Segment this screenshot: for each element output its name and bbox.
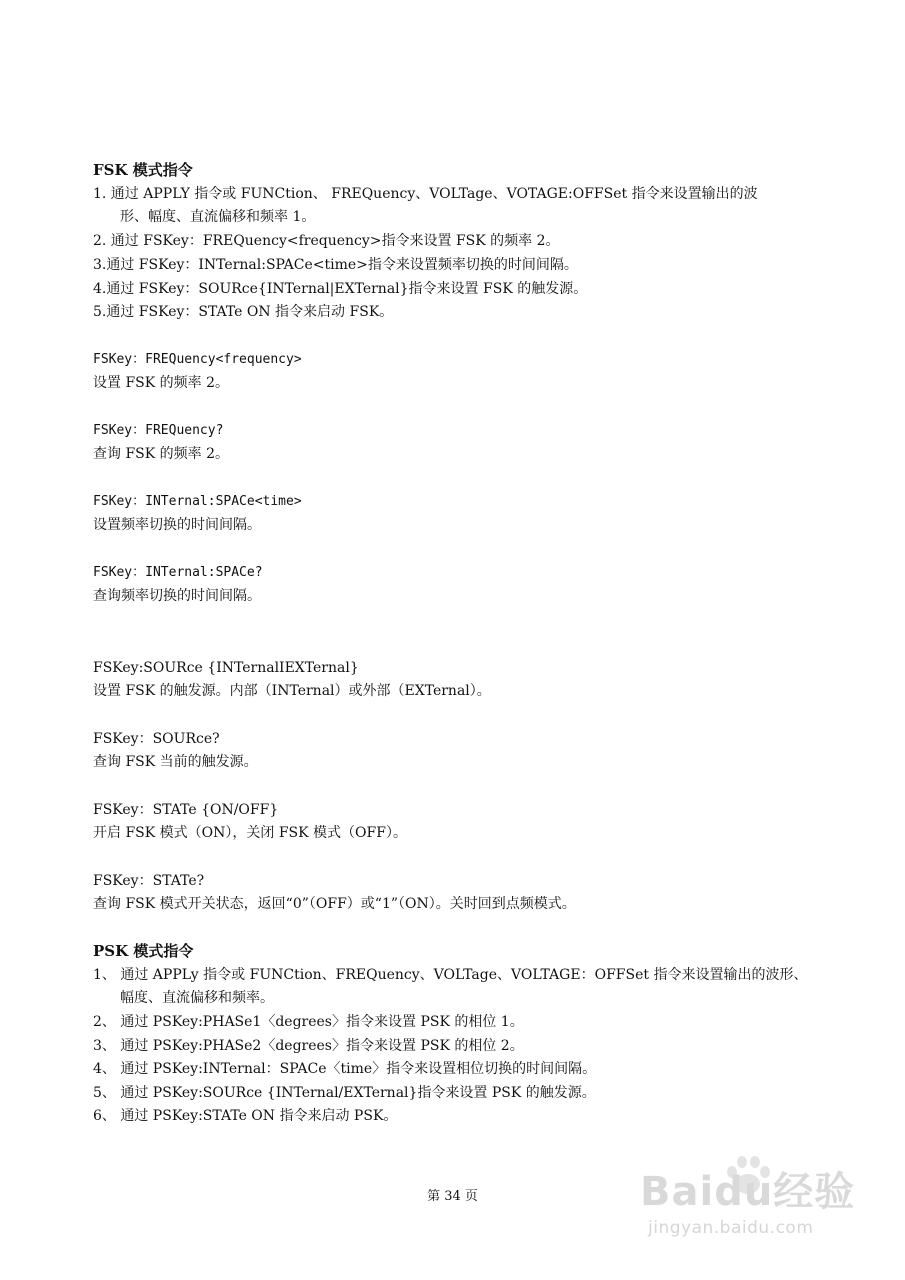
command-description: 开启 FSK 模式（ON），关闭 FSK 模式（OFF）。 bbox=[93, 825, 407, 841]
fsk-step-1: 1. 通过 APPLY 指令或 FUNCtion、 FREQuency、VOLTage、VOTAGE:OFFSet 指令来设置输出的波 bbox=[93, 186, 758, 202]
psk-heading: PSK 模式指令 bbox=[93, 942, 194, 960]
watermark-url: jingyan.baidu.com bbox=[648, 1218, 814, 1238]
command-line: FSKey：INTernal:SPACe? bbox=[93, 565, 263, 580]
command-description: 设置 FSK 的触发源。内部（INTernal）或外部（EXTernal）。 bbox=[93, 683, 491, 699]
fsk-step-1-cont: 形、幅度、直流偏移和频率 1。 bbox=[120, 209, 316, 225]
watermark-brand: Baidu经验 bbox=[640, 1169, 856, 1215]
command-description: 查询 FSK 模式开关状态，返回“0”（OFF）或“1”（ON）。关时回到点频模式。 bbox=[93, 896, 576, 912]
psk-step-1-cont: 幅度、直流偏移和频率。 bbox=[120, 990, 274, 1006]
command-line: FSKey：STATe {ON/OFF} bbox=[93, 802, 279, 818]
psk-step-4: 4、 通过 PSKey:INTernal：SPACe〈time〉指令来设置相位切换的时间间隔。 bbox=[93, 1061, 597, 1077]
fsk-step-5: 5.通过 FSKey：STATe ON 指令来启动 FSK。 bbox=[93, 304, 394, 320]
command-description: 设置频率切换的时间间隔。 bbox=[93, 517, 261, 533]
command-description: 查询 FSK 当前的触发源。 bbox=[93, 754, 258, 770]
psk-step-5: 5、 通过 PSKey:SOURce {INTernal/EXTernal}指令来设置 PSK 的触发源。 bbox=[93, 1085, 596, 1101]
fsk-heading: FSK 模式指令 bbox=[93, 161, 193, 179]
command-line: FSKey：STATe? bbox=[93, 873, 205, 889]
command-line: FSKey：FREQuency<frequency> bbox=[93, 352, 302, 367]
psk-step-6: 6、 通过 PSKey:STATe ON 指令来启动 PSK。 bbox=[93, 1108, 398, 1124]
command-description: 查询频率切换的时间间隔。 bbox=[93, 588, 261, 604]
command-line: FSKey：SOURce? bbox=[93, 731, 220, 747]
command-line: FSKey:SOURce {INTernalIEXTernal} bbox=[93, 660, 359, 676]
fsk-step-3: 3.通过 FSKey：INTernal:SPACe<time>指令来设置频率切换的时间间隔。 bbox=[93, 257, 578, 273]
command-line: FSKey：INTernal:SPACe<time> bbox=[93, 494, 302, 509]
command-description: 查询 FSK 的频率 2。 bbox=[93, 446, 230, 462]
psk-step-1: 1、 通过 APPLy 指令或 FUNCtion、FREQuency、VOLTage、VOLTAGE：OFFSet 指令来设置输出的波形、 bbox=[93, 967, 808, 983]
fsk-step-2: 2. 通过 FSKey：FREQuency<frequency>指令来设置 FSK 的频率 2。 bbox=[93, 233, 560, 249]
page-number: 第 34 页 bbox=[427, 1189, 478, 1204]
psk-step-3: 3、 通过 PSKey:PHASe2〈degrees〉指令来设置 PSK 的相位 2。 bbox=[93, 1038, 524, 1054]
command-line: FSKey：FREQuency? bbox=[93, 423, 224, 438]
command-description: 设置 FSK 的频率 2。 bbox=[93, 375, 230, 391]
baidu-watermark bbox=[640, 1150, 880, 1260]
fsk-step-4: 4.通过 FSKey：SOURce{INTernal|EXTernal}指令来设置 FSK 的触发源。 bbox=[93, 281, 588, 297]
psk-step-2: 2、 通过 PSKey:PHASe1〈degrees〉指令来设置 PSK 的相位 1。 bbox=[93, 1014, 524, 1030]
